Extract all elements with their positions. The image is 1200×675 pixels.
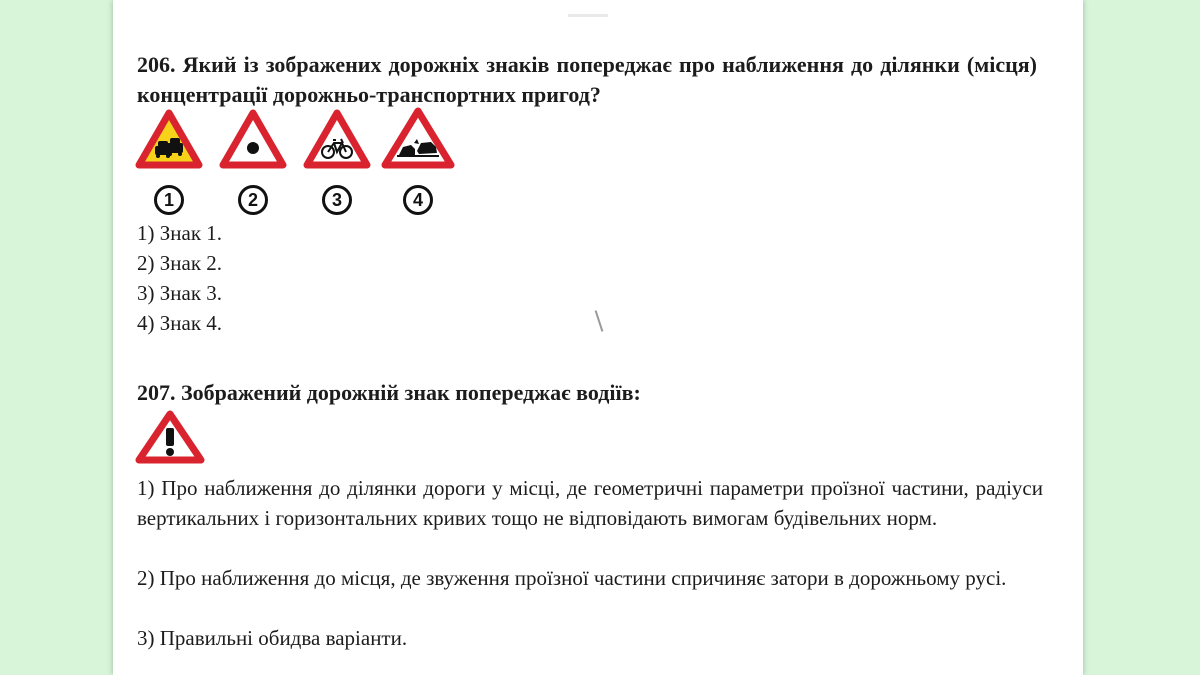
question-207-option-3: 3) Правильні обидва варіанти.: [137, 626, 408, 650]
question-206-option-4: 4) Знак 4.: [137, 311, 223, 335]
sign-number-3: 3: [322, 185, 352, 215]
question-206-option-1: 1) Знак 1.: [137, 221, 223, 245]
accident-warning-sign-icon: [381, 107, 455, 171]
question-207-option-2: 2) Про наближення до місця, де звуження проїзної частини спричиняє затори в дорожньому русі.: [137, 566, 1007, 590]
dot-warning-sign-icon: [219, 109, 287, 171]
exclamation-warning-sign-icon: [135, 410, 205, 466]
question-207-option-1: 1) Про наближення до ділянки дороги у місці, де геометричні параметри проїзної частини, радіуси вертикальних і горизонтальних кривих тощо не відповідають вимогам будівельних норм.: [137, 476, 1043, 530]
document-page: [113, 0, 1083, 675]
stray-mark: [595, 310, 604, 332]
sign-number-2: 2: [238, 185, 268, 215]
bicycle-warning-sign-icon: [303, 109, 371, 171]
sign-number-4: 4: [403, 185, 433, 215]
question-206-option-3: 3) Знак 3.: [137, 281, 223, 305]
sign-number-1: 1: [154, 185, 184, 215]
question-207-title: 207. Зображений дорожній знак попереджає водіїв:: [137, 380, 641, 405]
question-206-option-2: 2) Знак 2.: [137, 251, 223, 275]
question-206-title: 206. Який із зображених дорожніх знаків попереджає про наближення до ділянки (місця) концентрації дорожньо-транспортних пригод?: [137, 52, 1037, 107]
traffic-jam-sign-icon: [135, 109, 203, 171]
faint-mark: [568, 14, 608, 17]
